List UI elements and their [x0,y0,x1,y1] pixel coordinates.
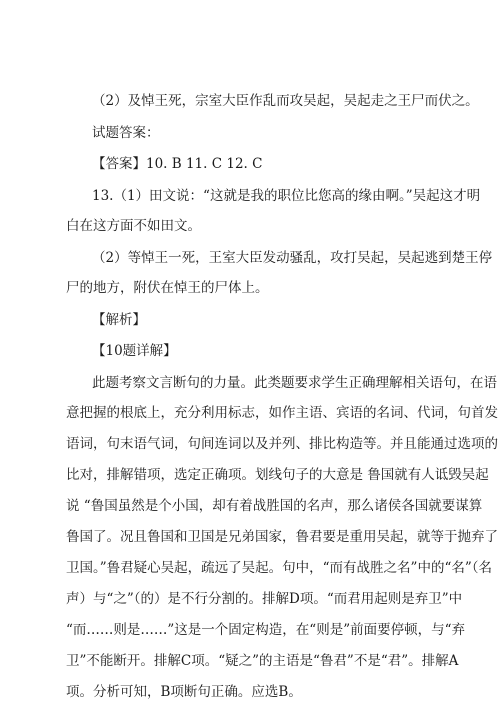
analysis-paragraph-line10: 卫”不能断开。排解C项。“疑之”的主语是“鲁君”不是“君”。排解A [66,653,459,669]
analysis-paragraph-line1: 此题考察文言断句的力量。此类题要求学生正确理解相关语句，在语 [92,375,497,391]
answer-13-part1-line2: 白在这方面不如田文。 [66,218,201,234]
analysis-paragraph-line7: 卫国。”鲁君疑心吴起，疏远了吴起。句中，“而有战胜之名”中的“名”（名 [66,560,493,576]
answers-heading: 试题答案： [92,125,160,141]
analysis-paragraph-line5: 说 “鲁国虽然是个小国，却有着战胜国的名声，那么诸侯各国就要谋算 [66,498,483,514]
analysis-paragraph-line8: 声）与“之”（的）是不行分割的。排解D项。“而君用起则是弃卫”中 [66,591,463,607]
answer-13-part2-original: （2）及悼王死，宗室大臣作乱而攻吴起，吴起走之王尸而伏之。 [92,93,479,109]
analysis-paragraph-line3: 语词，句末语气词，句间连词以及并列、排比构造等。并且能通过选项的 [66,436,498,452]
answer-13-part2-line1: （2）等悼王一死，王室大臣发动骚乱，攻打吴起，吴起逃到楚王停 [92,250,493,266]
analysis-paragraph-line11: 项。分析可知，B项断句正确。应选B。 [66,684,302,700]
answer-choices: 【答案】10. B 11. C 12. C [92,156,263,172]
analysis-paragraph-line4: 比对，排解错项，选定正确项。划线句子的大意是 鲁国就有人诋毁吴起 [66,467,489,483]
analysis-heading: 【解析】 [92,312,146,328]
question-10-heading: 【10题详解】 [92,343,177,359]
answer-13-part2-line2: 尸的地方，附伏在悼王的尸体上。 [66,280,269,296]
answer-13-part1-line1: 13.（1）田文说：“这就是我的职位比您高的缘由啊。”吴起这才明 [92,188,481,204]
analysis-paragraph-line9: “而……则是……”这是一个固定构造，在“则是”前面要停顿，与“弃 [66,622,466,638]
analysis-paragraph-line6: 鲁国了。况且鲁国和卫国是兄弟国家，鲁君要是重用吴起，就等于抛弃了 [66,529,498,545]
analysis-paragraph-line2: 意把握的根底上，充分利用标志，如作主语、宾语的名词、代词，句首发 [66,405,498,421]
